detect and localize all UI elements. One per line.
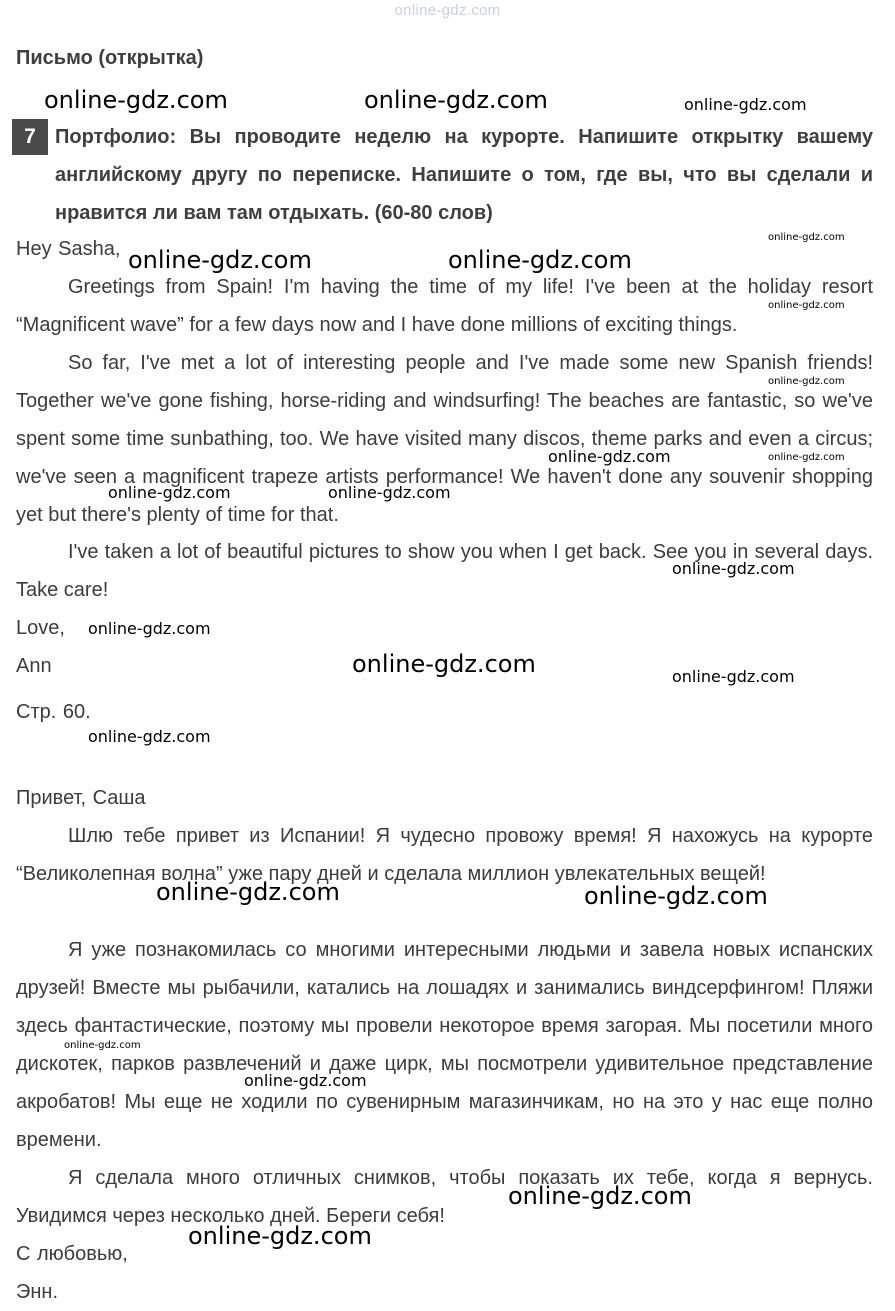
watermark: online-gdz.com <box>364 86 548 114</box>
watermark: online-gdz.com <box>672 559 795 578</box>
watermark: online-gdz.com <box>768 376 845 387</box>
watermark: online-gdz.com <box>156 878 340 906</box>
watermark: online-gdz.com <box>108 483 231 502</box>
watermark: online-gdz.com <box>128 246 312 274</box>
english-signature: Ann <box>16 655 52 677</box>
watermark: online-gdz.com <box>88 727 211 746</box>
watermark: online-gdz.com <box>548 447 671 466</box>
watermark: online-gdz.com <box>672 667 795 686</box>
watermark: online-gdz.com <box>768 300 845 311</box>
watermark: online-gdz.com <box>352 650 536 678</box>
russian-paragraph-3: Я сделала много отличных снимков, чтобы показать их тебе, когда я вернусь. Увидимся через несколько дней. Береги себя! <box>16 1167 873 1227</box>
task-number-badge: 7 <box>12 119 48 155</box>
watermark: online-gdz.com <box>768 232 845 243</box>
watermark: online-gdz.com <box>448 246 632 274</box>
russian-paragraph-2: Я уже познакомилась со многими интересными людьми и завела новых испанских друзей! Вместе мы рыбачили, катались на лошадях и занимались виндсерфингом! Пляжи здесь фантастические, поэтому мы провели некоторое время загорая. Мы посетили много дискотек, парков развлечений и даже цирк, мы посмотрели удивительное представление акробатов! Мы еще не ходили по сувенирным магазинчикам, но на это у нас еще полно времени. <box>16 939 873 1151</box>
english-paragraph-1: Greetings from Spain! I'm having the time of my life! I've been at the holiday resort “Magnificent wave” for a few days now and I have done millions of exciting things. <box>16 276 873 336</box>
watermark: online-gdz.com <box>88 619 211 638</box>
watermark: online-gdz.com <box>584 882 768 910</box>
watermark: online-gdz.com <box>508 1182 692 1210</box>
watermark: online-gdz.com <box>44 86 228 114</box>
watermark: online-gdz.com <box>244 1071 367 1090</box>
watermark: online-gdz.com <box>64 1040 141 1051</box>
page-reference: Стр. 60. <box>16 701 91 723</box>
task-instructions: Портфолио: Вы проводите неделю на курорте. Напишите открытку вашему английскому другу по переписке. Напишите о том, где вы, что вы сделали и нравится ли вам там отдыхать. (60-80 слов) <box>55 126 873 224</box>
english-closing: Love, <box>16 617 65 639</box>
russian-paragraph-1: Шлю тебе привет из Испании! Я чудесно провожу время! Я нахожусь на курорте “Великолепная волна” уже пару дней и сделала миллион увлекательных вещей! <box>16 825 873 885</box>
watermark: online-gdz.com <box>328 483 451 502</box>
english-greeting: Hey Sasha, <box>16 238 121 260</box>
section-title: Письмо (открытка) <box>16 47 204 69</box>
russian-greeting: Привет, Саша <box>16 787 146 809</box>
watermark: online-gdz.com <box>188 1222 372 1250</box>
russian-signature: Энн. <box>16 1281 59 1303</box>
watermark: online-gdz.com <box>684 95 807 114</box>
russian-closing: С любовью, <box>16 1243 128 1265</box>
watermark: online-gdz.com <box>768 452 845 463</box>
english-paragraph-2: So far, I've met a lot of interesting people and I've made some new Spanish friends! Together we've gone fishing, horse-riding and windsurfing! The beaches are fantastic, so we've spent some time sunbathing, too. We have visited many discos, theme parks and even a circus; we've seen a magnificent trapeze artists performance! We haven't done any souvenir shopping yet but there's plenty of time for that. <box>16 352 873 526</box>
header-watermark: online-gdz.com <box>394 2 501 19</box>
english-paragraph-3: I've taken a lot of beautiful pictures to show you when I get back. See you in several days. Take care! <box>16 541 873 601</box>
